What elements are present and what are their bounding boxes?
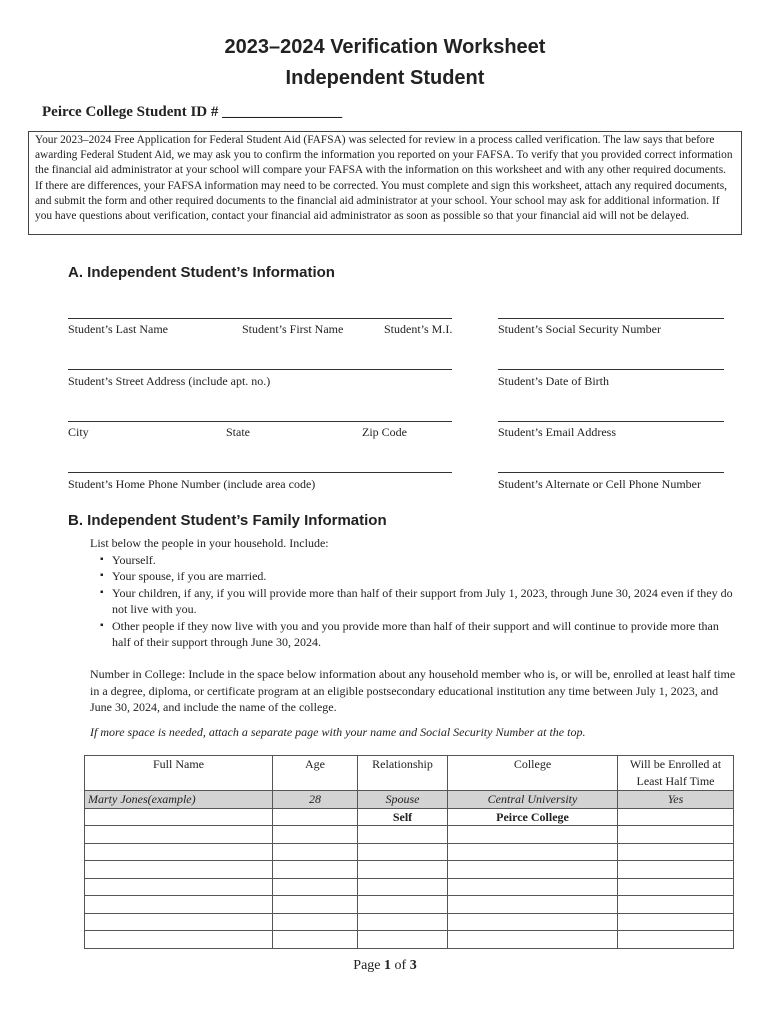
table-cell[interactable] xyxy=(273,896,358,914)
table-cell[interactable] xyxy=(448,913,618,931)
table-cell[interactable] xyxy=(448,843,618,861)
college-note: Number in College: Include in the space below information about any household member who is, or will be, enrolled at least half time in a degree, diploma, or certificate program at an eligible postsecondary educational institution any time between July 1, 2023, and June 30, 2024, and include the name of the college. xyxy=(90,667,736,714)
mi-label: Student’s M.I. xyxy=(384,322,453,336)
street-line[interactable] xyxy=(68,369,452,370)
of-label: of xyxy=(394,958,407,973)
household-list xyxy=(90,535,740,651)
table-cell[interactable] xyxy=(618,896,734,914)
table-header-row xyxy=(85,756,734,791)
table-cell[interactable] xyxy=(618,913,734,931)
table-row[interactable] xyxy=(85,913,734,931)
page-number: 1 xyxy=(384,958,392,973)
home-phone-label: Student’s Home Phone Number (include area code) xyxy=(68,477,316,491)
col-header-college: College xyxy=(448,756,618,791)
table-row[interactable] xyxy=(85,878,734,896)
table-cell[interactable] xyxy=(618,826,734,844)
table-cell: Marty Jones(example) xyxy=(85,791,273,809)
table-cell[interactable] xyxy=(85,913,273,931)
table-cell[interactable] xyxy=(618,878,734,896)
table-row[interactable] xyxy=(85,931,734,949)
table-cell[interactable] xyxy=(85,826,273,844)
table-cell[interactable] xyxy=(618,808,734,826)
state-label: State xyxy=(226,425,250,439)
list-item: ▪ Other people if they now live with you and you provide more than half of their support and will continue to provide more than half of their support through June 30, 2024. xyxy=(90,618,740,651)
home-phone-line[interactable] xyxy=(68,472,452,473)
table-cell[interactable] xyxy=(85,931,273,949)
table-cell: 28 xyxy=(273,791,358,809)
table-cell: Peirce College xyxy=(448,808,618,826)
table-cell[interactable] xyxy=(358,931,448,949)
table-cell[interactable] xyxy=(85,896,273,914)
list-item: ▪ Yourself. xyxy=(90,552,740,569)
list-item: ▪ Your spouse, if you are married. xyxy=(90,568,740,585)
table-cell[interactable] xyxy=(273,843,358,861)
alt-phone-line[interactable] xyxy=(498,472,724,473)
street-label: Student’s Street Address (include apt. no.) xyxy=(68,374,271,388)
table-cell[interactable] xyxy=(358,826,448,844)
table-cell[interactable] xyxy=(358,843,448,861)
table-cell[interactable] xyxy=(273,913,358,931)
table-cell: Central University xyxy=(448,791,618,809)
table-cell[interactable] xyxy=(358,861,448,879)
intro-box: Your 2023–2024 Free Application for Federal Student Aid (FAFSA) was selected for review in a process called verification. The law says that before awarding Federal Student Aid, we may ask you to confirm the information you reported on your FAFSA. To verify that you provided correct information the financial aid administrator at your school will compare your FAFSA with the information on this worksheet and with any other required documents. If there are differences, your FAFSA information may need to be corrected. You must complete and sign this worksheet, attach any required documents, and submit the form and other required documents to the financial aid administrator at your school. Your school may ask for additional information. If you have questions about verification, contact your financial aid administrator as soon as possible so that your financial aid will not be delayed. xyxy=(28,131,742,235)
col-header-enrolled: Will be Enrolled at Least Half Time xyxy=(618,756,734,791)
table-cell[interactable] xyxy=(448,896,618,914)
table-row-self[interactable] xyxy=(85,808,734,826)
table-cell[interactable] xyxy=(85,808,273,826)
col-header-relationship: Relationship xyxy=(358,756,448,791)
space-note: If more space is needed, attach a separate page with your name and Social Security Number at the top. xyxy=(90,725,586,739)
table-cell[interactable] xyxy=(448,826,618,844)
section-b-heading: B. Independent Student’s Family Information xyxy=(68,512,387,529)
student-id-field[interactable]: Peirce College Student ID # ________________ xyxy=(42,104,343,120)
table-row[interactable] xyxy=(85,896,734,914)
table-cell[interactable] xyxy=(273,808,358,826)
table-cell: Spouse xyxy=(358,791,448,809)
table-row-example xyxy=(85,791,734,809)
ssn-line[interactable] xyxy=(498,318,724,319)
table-cell[interactable] xyxy=(85,861,273,879)
ssn-label: Student’s Social Security Number xyxy=(498,322,661,336)
email-line[interactable] xyxy=(498,421,724,422)
page-footer xyxy=(0,958,770,974)
table-cell[interactable] xyxy=(273,826,358,844)
table-cell[interactable] xyxy=(85,878,273,896)
title-line-2: Independent Student xyxy=(285,67,485,89)
col-header-age: Age xyxy=(273,756,358,791)
page-total: 3 xyxy=(409,958,417,973)
table-cell[interactable] xyxy=(273,861,358,879)
table-cell[interactable] xyxy=(358,878,448,896)
table-cell[interactable] xyxy=(273,931,358,949)
table-row[interactable] xyxy=(85,826,734,844)
alt-phone-label: Student’s Alternate or Cell Phone Number xyxy=(498,477,701,491)
last-name-label: Student’s Last Name xyxy=(68,322,168,336)
list-intro: List below the people in your household. Include: xyxy=(90,536,329,550)
table-cell[interactable] xyxy=(618,861,734,879)
table-cell[interactable] xyxy=(448,861,618,879)
list-item: ▪ Your children, if any, if you will provide more than half of their support from July 1, 2023, through June 30, 2024 even if they do not live with you. xyxy=(90,585,740,618)
table-cell[interactable] xyxy=(273,878,358,896)
table-cell: Yes xyxy=(618,791,734,809)
dob-label: Student’s Date of Birth xyxy=(498,374,609,388)
city-line[interactable] xyxy=(68,421,452,422)
table-cell[interactable] xyxy=(448,931,618,949)
page-label: Page xyxy=(353,958,381,973)
table-cell[interactable] xyxy=(358,913,448,931)
col-header-full-name: Full Name xyxy=(85,756,273,791)
dob-line[interactable] xyxy=(498,369,724,370)
table-cell[interactable] xyxy=(618,931,734,949)
zip-label: Zip Code xyxy=(362,425,407,439)
table-cell[interactable] xyxy=(85,843,273,861)
section-a-heading: A. Independent Student’s Information xyxy=(68,264,335,281)
email-label: Student’s Email Address xyxy=(498,425,616,439)
table-cell[interactable] xyxy=(448,878,618,896)
household-table xyxy=(84,755,734,949)
table-cell[interactable] xyxy=(358,896,448,914)
table-cell[interactable] xyxy=(618,843,734,861)
city-label: City xyxy=(68,425,89,439)
first-name-label: Student’s First Name xyxy=(242,322,344,336)
title-line-1: 2023–2024 Verification Worksheet xyxy=(224,36,546,58)
table-cell: Self xyxy=(358,808,448,826)
table-row[interactable] xyxy=(85,861,734,879)
table-row[interactable] xyxy=(85,843,734,861)
name-line[interactable] xyxy=(68,318,452,319)
